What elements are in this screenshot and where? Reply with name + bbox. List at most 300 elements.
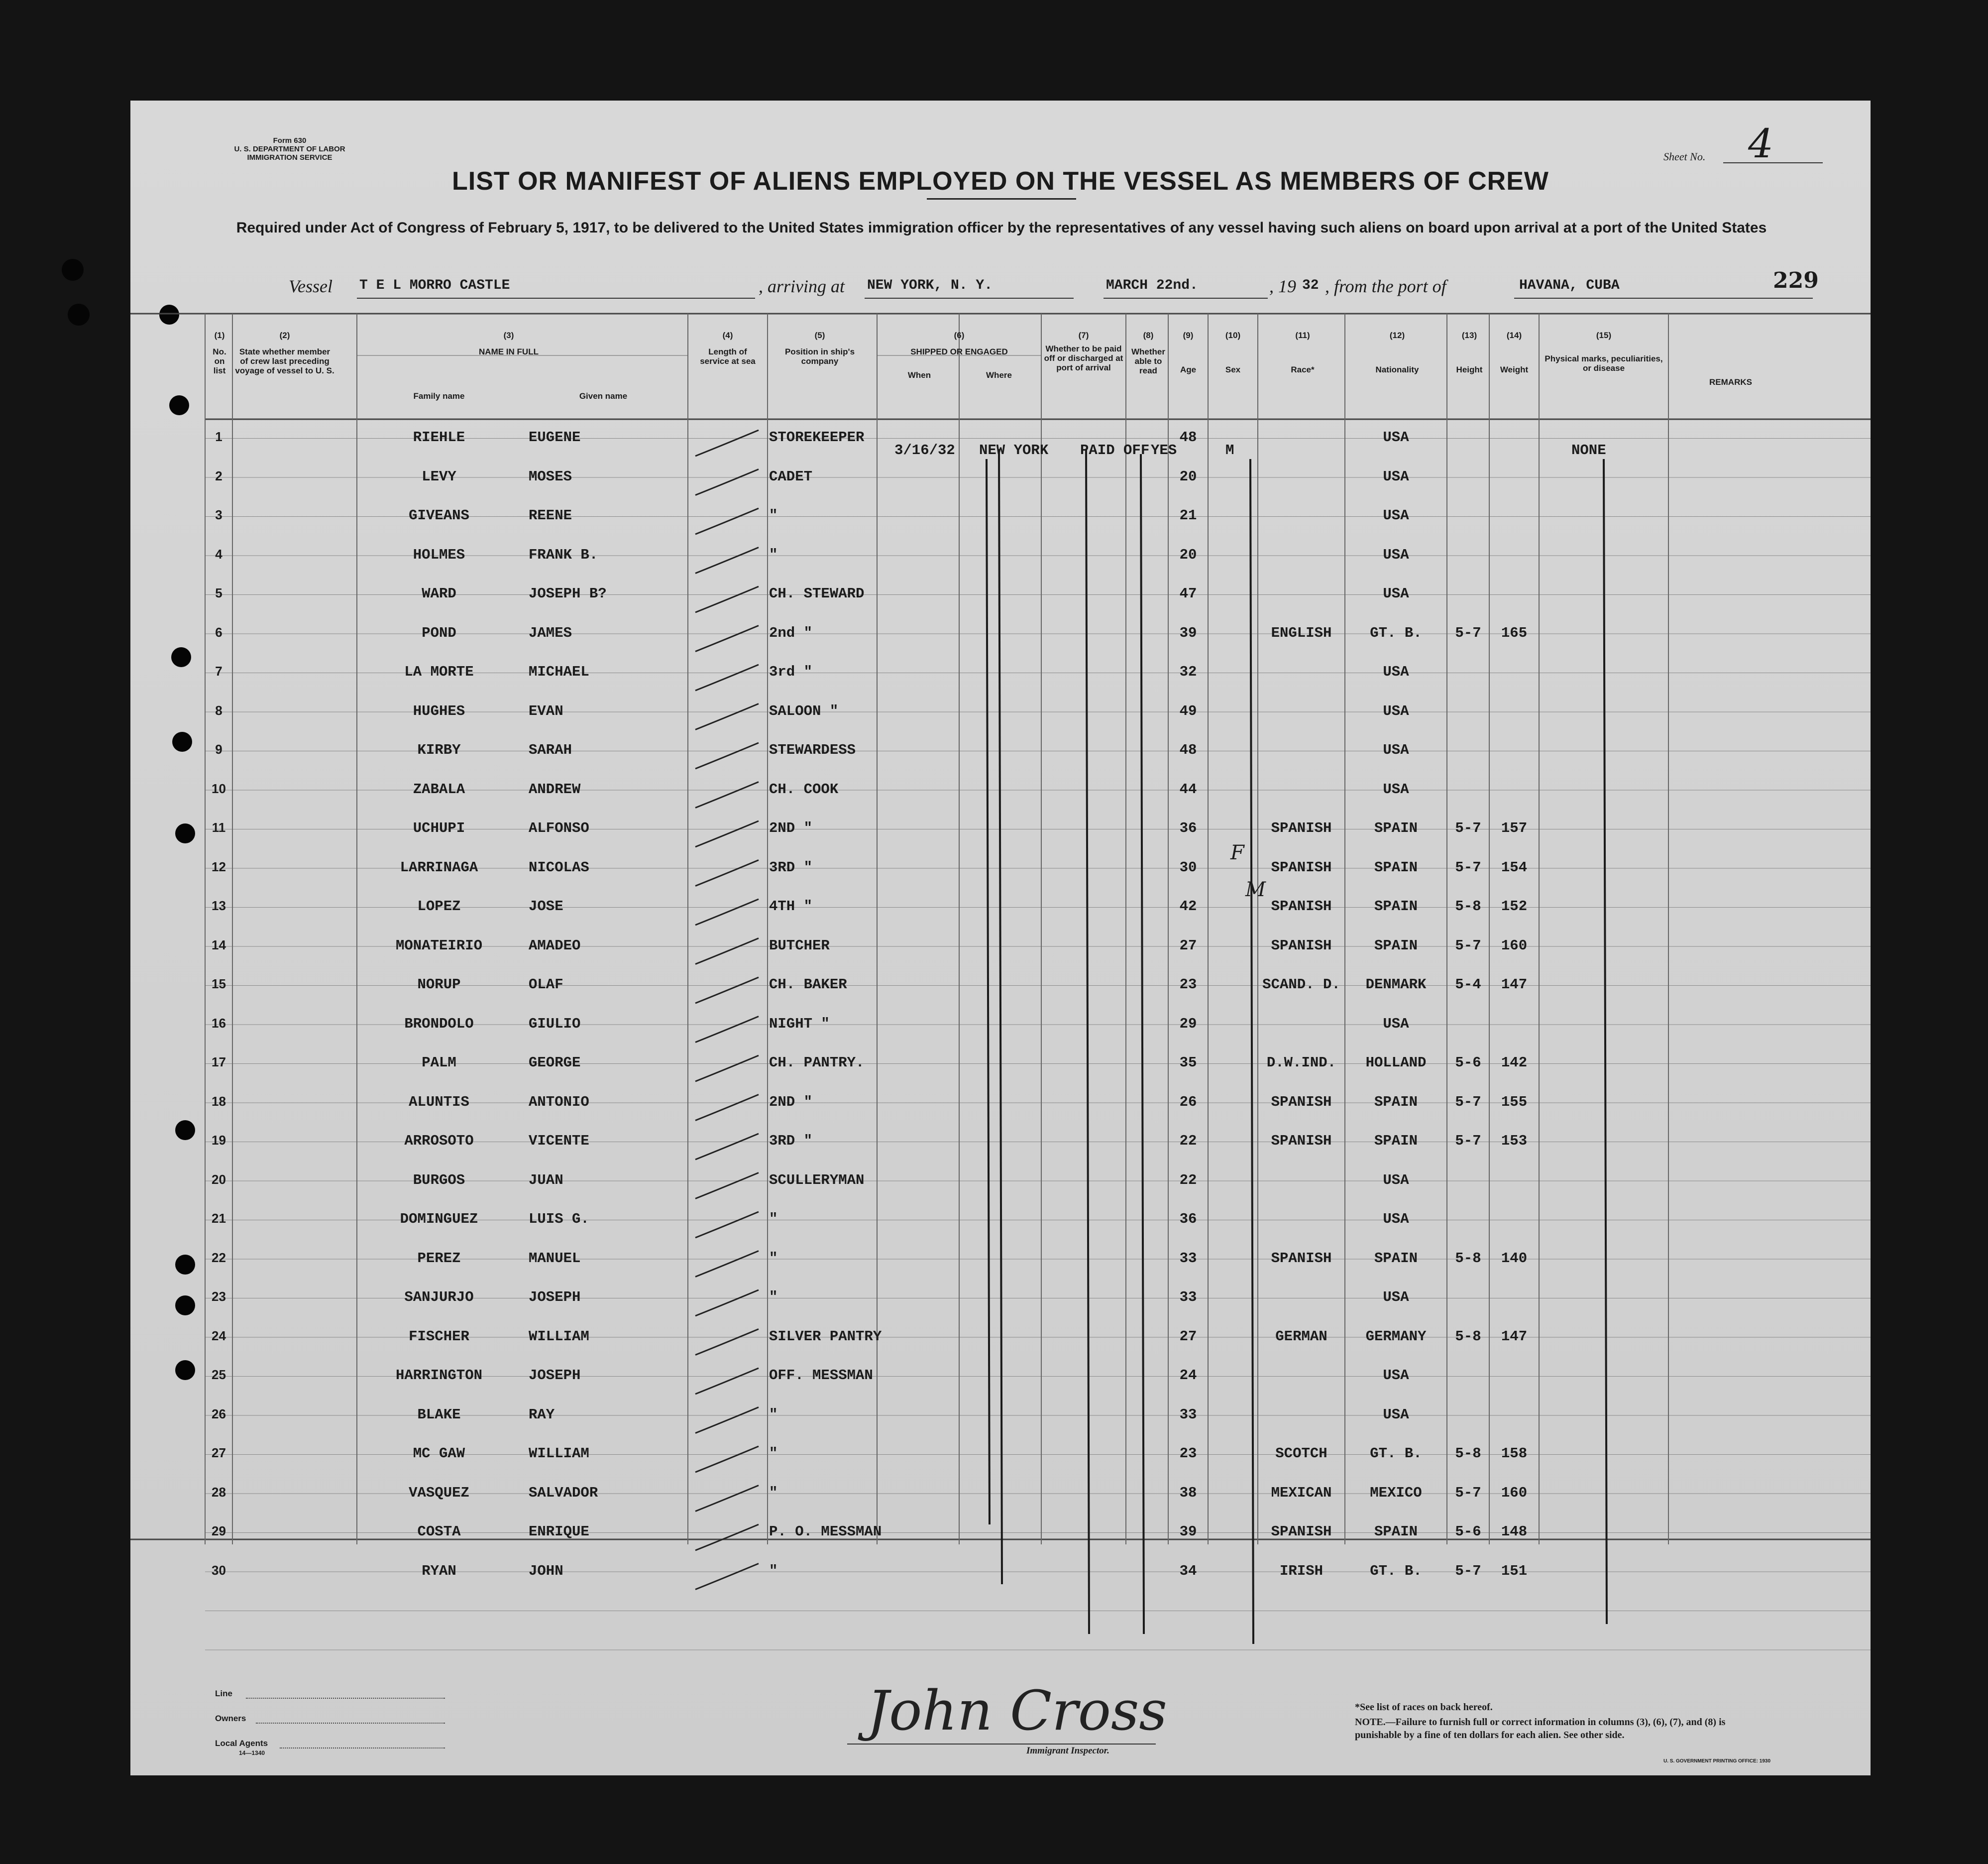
cell-age: 27	[1179, 1328, 1197, 1345]
cell-nat: GT. B.	[1370, 1445, 1422, 1462]
cell-age: 22	[1179, 1171, 1197, 1188]
col14-header	[1489, 331, 1539, 374]
cell-position: 3RD "	[769, 1133, 813, 1149]
cell-weight: 147	[1501, 976, 1528, 993]
col2-header	[235, 331, 334, 375]
cell-no: 27	[212, 1445, 226, 1460]
cell-position: BUTCHER	[769, 937, 830, 954]
cell-family: LEVY	[422, 468, 456, 485]
cell-height: 5-7	[1455, 1562, 1481, 1579]
col12-num: (12)	[1389, 331, 1405, 340]
col14-num: (14)	[1506, 331, 1522, 340]
service-checkmark	[695, 1095, 759, 1121]
cell-age: 26	[1179, 1093, 1197, 1110]
cell-position: P. O. MESSMAN	[769, 1523, 882, 1540]
col7-num: (7)	[1078, 331, 1089, 340]
inspector-caption: Immigrant Inspector.	[1026, 1746, 1109, 1756]
cell-weight: 153	[1501, 1133, 1528, 1149]
cell-family: PEREZ	[417, 1250, 461, 1267]
col12-header	[1347, 331, 1447, 374]
cell-race: SCAND. D.	[1262, 976, 1340, 993]
service-checkmark	[695, 1564, 759, 1590]
footer-line-rule	[246, 1698, 445, 1699]
cell-nat: USA	[1383, 742, 1409, 758]
cell-no: 4	[215, 546, 222, 562]
cell-no: 5	[215, 585, 222, 600]
cell-nat: SPAIN	[1374, 898, 1418, 915]
cell-family: LARRINAGA	[400, 859, 478, 876]
form-id-block	[215, 136, 364, 162]
col6-where-header: Where	[986, 370, 1012, 380]
cell-position: "	[769, 1484, 778, 1501]
cell-given: JUAN	[529, 1171, 563, 1188]
cell-no: 10	[212, 781, 226, 796]
footer-agents-code: 14—1340	[239, 1749, 265, 1756]
cell-nat: USA	[1383, 507, 1409, 524]
page-number: 229	[1773, 268, 1819, 293]
cell-no: 14	[212, 937, 226, 952]
cell-age: 21	[1179, 507, 1197, 524]
cell-weight: 154	[1501, 859, 1528, 876]
vessel-label: Vessel	[289, 276, 332, 296]
cell-family: POND	[422, 624, 456, 641]
cell-given: MANUEL	[529, 1250, 581, 1267]
col11-num: (11)	[1295, 331, 1310, 340]
cell-nat: GT. B.	[1370, 624, 1422, 641]
cell-no: 2	[215, 468, 222, 483]
port-underline	[1514, 298, 1813, 299]
cell-nat: USA	[1383, 1367, 1409, 1384]
cell-given: ENRIQUE	[529, 1523, 589, 1540]
cell-given: ANDREW	[529, 781, 581, 798]
cell-no: 30	[212, 1562, 226, 1578]
cell-height: 5-7	[1455, 1093, 1481, 1110]
cell-race: MEXICAN	[1271, 1484, 1332, 1501]
col6-label: SHIPPED OR ENGAGED	[910, 347, 1008, 356]
cell-given: REENE	[529, 507, 572, 524]
cell-given: MICHAEL	[529, 664, 589, 680]
page-subtitle: Required under Act of Congress of February 5, 1917, to be delivered to the United States immigration officer by the representatives of any vessel having such aliens on board upon arrival at a port of the United States	[236, 220, 1767, 236]
cell-age: 33	[1179, 1289, 1197, 1305]
col13-header	[1449, 331, 1489, 374]
cell-family: HUGHES	[413, 702, 465, 719]
cell-nat: USA	[1383, 664, 1409, 680]
cell-age: 22	[1179, 1133, 1197, 1149]
cell-race: SPANISH	[1271, 1523, 1332, 1540]
cell-given: JOSE	[529, 898, 563, 915]
cell-no: 19	[212, 1133, 226, 1148]
service-checkmark	[695, 1486, 759, 1512]
cell-given: JOSEPH	[529, 1289, 581, 1305]
cell-age: 20	[1179, 546, 1197, 563]
cell-position: SCULLERYMAN	[769, 1171, 865, 1188]
service-checkmark	[695, 430, 759, 456]
cell-age: 48	[1179, 742, 1197, 758]
cell-family: LA MORTE	[404, 664, 474, 680]
service-checkmark	[695, 1290, 759, 1316]
service-checkmark	[695, 821, 759, 847]
cell-age: 23	[1179, 1445, 1197, 1462]
cell-family: MONATEIRIO	[395, 937, 483, 954]
col15-header	[1542, 331, 1666, 373]
cell-given: JOSEPH	[529, 1367, 581, 1384]
footer-line-label: Line	[215, 1689, 232, 1698]
cell-no: 8	[215, 702, 222, 718]
cell-race: ENGLISH	[1271, 624, 1332, 641]
cell-age: 38	[1179, 1484, 1197, 1501]
service-checkmark	[695, 665, 759, 691]
form-number: Form 630	[273, 136, 307, 145]
cell-given: AMADEO	[529, 937, 581, 954]
service-checkmark	[695, 1251, 759, 1277]
cell-nat: USA	[1383, 585, 1409, 602]
cell-position: 2ND "	[769, 1093, 813, 1110]
col10-label: Sex	[1225, 365, 1241, 374]
cell-family: DOMINGUEZ	[400, 1211, 478, 1227]
cell-height: 5-7	[1455, 820, 1481, 836]
cell-no: 11	[212, 820, 226, 835]
cell-no: 17	[212, 1054, 226, 1069]
cell-age: 47	[1179, 585, 1197, 602]
cell-given: JOHN	[529, 1562, 563, 1579]
cell-height: 5-8	[1455, 1445, 1481, 1462]
cell-nat: GERMANY	[1365, 1328, 1427, 1345]
cell-position: NIGHT "	[769, 1015, 830, 1032]
manifest-table	[130, 310, 1871, 1654]
col9-header	[1171, 331, 1206, 374]
cell-weight: 157	[1501, 820, 1528, 836]
row1-where: NEW YORK	[979, 442, 1049, 459]
cell-height: 5-4	[1455, 976, 1481, 993]
service-checkmark	[695, 508, 759, 534]
cell-no: 20	[212, 1171, 226, 1187]
inspector-signature: John Cross	[867, 1679, 1167, 1743]
service-checkmark	[695, 1329, 759, 1355]
cell-family: ALUNTIS	[409, 1093, 469, 1110]
cell-position: CH. BAKER	[769, 976, 847, 993]
cell-race: SPANISH	[1271, 1250, 1332, 1267]
service-checkmark	[695, 1212, 759, 1238]
service-checkmark	[695, 1368, 759, 1394]
footer-owners-rule	[256, 1723, 445, 1724]
cell-given: NICOLAS	[529, 859, 589, 876]
service-checkmark	[695, 1055, 759, 1081]
service-checkmark	[695, 1017, 759, 1043]
cell-given: ANTONIO	[529, 1093, 589, 1110]
cell-no: 16	[212, 1015, 226, 1031]
service-checkmark	[695, 1446, 759, 1472]
cell-no: 22	[212, 1250, 226, 1265]
manifest-sheet	[130, 101, 1871, 1775]
row1-marks: NONE	[1571, 442, 1606, 459]
ditto-line	[999, 449, 1002, 1584]
footer-owners-label: Owners	[215, 1714, 246, 1723]
cell-nat: SPAIN	[1374, 1523, 1418, 1540]
cell-weight: 152	[1501, 898, 1528, 915]
col4-num: (4)	[722, 331, 733, 340]
cell-nat: USA	[1383, 546, 1409, 563]
year-label: , 19	[1269, 276, 1296, 296]
cell-age: 42	[1179, 898, 1197, 915]
cell-position: "	[769, 1562, 778, 1579]
cell-position: "	[769, 1445, 778, 1462]
cell-age: 49	[1179, 702, 1197, 719]
arrival-year: 32	[1302, 278, 1319, 293]
cell-family: RYAN	[422, 1562, 456, 1579]
cell-nat: USA	[1383, 1289, 1409, 1305]
service-checkmark	[695, 860, 759, 886]
col1-num: (1)	[214, 331, 225, 340]
cell-weight: 160	[1501, 1484, 1528, 1501]
cell-nat: USA	[1383, 429, 1409, 446]
row1-paid: PAID OFF	[1080, 442, 1150, 459]
service-checkmark	[695, 1173, 759, 1199]
cell-weight: 140	[1501, 1250, 1528, 1267]
col13-num: (13)	[1461, 331, 1477, 340]
cell-weight: 165	[1501, 624, 1528, 641]
cell-age: 29	[1179, 1015, 1197, 1032]
cell-family: PALM	[422, 1054, 456, 1071]
cell-position: CH. STEWARD	[769, 585, 865, 602]
col8-num: (8)	[1143, 331, 1154, 340]
cell-given: JOSEPH B?	[529, 585, 607, 602]
row1-when: 3/16/32	[894, 442, 955, 459]
cell-age: 33	[1179, 1406, 1197, 1423]
col10-num: (10)	[1225, 331, 1241, 340]
cell-given: OLAF	[529, 976, 563, 993]
cell-given: EUGENE	[529, 429, 581, 446]
cell-family: BLAKE	[417, 1406, 461, 1423]
cell-no: 21	[212, 1211, 226, 1226]
cell-given: WILLIAM	[529, 1328, 589, 1345]
cell-no: 24	[212, 1328, 226, 1343]
cell-given: VICENTE	[529, 1133, 589, 1149]
cell-given: WILLIAM	[529, 1445, 589, 1462]
col12-label: Nationality	[1375, 365, 1419, 374]
cell-family: MC GAW	[413, 1445, 465, 1462]
page-title: LIST OR MANIFEST OF ALIENS EMPLOYED ON THE VESSEL AS MEMBERS OF CREW	[452, 167, 1549, 196]
cell-race: SPANISH	[1271, 937, 1332, 954]
cell-nat: USA	[1383, 1211, 1409, 1227]
cell-race: SPANISH	[1271, 1133, 1332, 1149]
cell-given: RAY	[529, 1406, 555, 1423]
col3-label: NAME IN FULL	[479, 347, 539, 356]
ditto-line	[1141, 454, 1144, 1634]
cell-family: UCHUPI	[413, 820, 465, 836]
col1-label: No. on list	[213, 347, 226, 375]
cell-height: 5-8	[1455, 898, 1481, 915]
cell-position: 3RD "	[769, 859, 813, 876]
vessel-underline	[357, 298, 755, 299]
col1-header	[208, 331, 231, 375]
cell-race: SPANISH	[1271, 1093, 1332, 1110]
col5-num: (5)	[814, 331, 825, 340]
col3-num: (3)	[503, 331, 514, 340]
service-checkmark	[695, 977, 759, 1003]
sheet-number: 4	[1748, 120, 1773, 167]
col2-num: (2)	[279, 331, 290, 340]
cell-weight: 155	[1501, 1093, 1528, 1110]
footer-agents-label: Local Agents	[215, 1739, 268, 1748]
cell-no: 15	[212, 976, 226, 991]
col13-label: Height	[1456, 365, 1483, 374]
service-checkmark	[695, 743, 759, 769]
row1-sex: M	[1225, 442, 1234, 459]
cell-age: 36	[1179, 1211, 1197, 1227]
cell-nat: MEXICO	[1370, 1484, 1422, 1501]
cell-given: FRANK B.	[529, 546, 598, 563]
cell-given: SARAH	[529, 742, 572, 758]
col8-label: Whether able to read	[1131, 347, 1165, 375]
service-checkmark	[695, 586, 759, 612]
cell-family: FISCHER	[409, 1328, 469, 1345]
cell-family: LOPEZ	[417, 898, 461, 915]
departure-port: HAVANA, CUBA	[1519, 278, 1620, 293]
col3-given-header: Given name	[579, 391, 628, 401]
cell-nat: SPAIN	[1374, 1093, 1418, 1110]
remarks-header: REMARKS	[1709, 377, 1752, 387]
cell-position: 3rd "	[769, 664, 813, 680]
row10-sex-mark: M	[1245, 878, 1266, 901]
cell-nat: SPAIN	[1374, 1133, 1418, 1149]
col5-header	[770, 331, 870, 366]
col6-header	[880, 331, 1039, 356]
cell-age: 23	[1179, 976, 1197, 993]
cell-nat: SPAIN	[1374, 859, 1418, 876]
cell-nat: USA	[1383, 468, 1409, 485]
cell-weight: 142	[1501, 1054, 1528, 1071]
cell-no: 28	[212, 1484, 226, 1500]
cell-age: 20	[1179, 468, 1197, 485]
arriving-underline	[865, 298, 1074, 299]
cell-weight: 158	[1501, 1445, 1528, 1462]
cell-given: SALVADOR	[529, 1484, 598, 1501]
cell-family: COSTA	[417, 1523, 461, 1540]
cell-height: 5-8	[1455, 1250, 1481, 1267]
col7-header	[1041, 331, 1126, 372]
from-label: , from the port of	[1325, 276, 1446, 296]
cell-family: SANJURJO	[404, 1289, 474, 1305]
row1-read: YES	[1151, 442, 1177, 459]
punch-hole	[62, 259, 84, 281]
cell-age: 30	[1179, 859, 1197, 876]
footer-note-fine: NOTE.—Failure to furnish full or correct information in columns (3), (6), (7), and (8) is punishable by a fine of ten dollars for each alien. See other side.	[1355, 1717, 1726, 1741]
cell-race: SPANISH	[1271, 820, 1332, 836]
cell-nat: HOLLAND	[1365, 1054, 1427, 1071]
service-checkmark	[695, 782, 759, 808]
col14-label: Weight	[1500, 365, 1529, 374]
cell-no: 26	[212, 1406, 226, 1421]
cell-weight: 160	[1501, 937, 1528, 954]
cell-no: 29	[212, 1523, 226, 1538]
cell-position: 2ND "	[769, 820, 813, 836]
cell-age: 48	[1179, 429, 1197, 446]
arriving-port: NEW YORK, N. Y.	[867, 278, 993, 293]
cell-position: STOREKEEPER	[769, 429, 865, 446]
service-checkmark	[695, 704, 759, 730]
service-checkmark	[695, 1524, 759, 1550]
service-checkmark	[695, 469, 759, 495]
service-checkmark	[695, 626, 759, 652]
cell-age: 32	[1179, 664, 1197, 680]
col11-header	[1260, 331, 1345, 374]
service-checkmark	[695, 548, 759, 574]
cell-family: VASQUEZ	[409, 1484, 469, 1501]
cell-no: 1	[215, 429, 222, 444]
title-underline	[927, 198, 1076, 200]
cell-race: D.W.IND.	[1266, 1054, 1336, 1071]
cell-no: 9	[215, 742, 222, 757]
cell-no: 25	[212, 1367, 226, 1382]
sheet-label: Sheet No.	[1663, 150, 1706, 163]
cell-age: 39	[1179, 1523, 1197, 1540]
form-service: IMMIGRATION SERVICE	[247, 153, 332, 162]
cell-nat: DENMARK	[1365, 976, 1427, 993]
footer-printing: U. S. GOVERNMENT PRINTING OFFICE: 1930	[1663, 1758, 1771, 1764]
col15-label: Physical marks, peculiarities, or disease	[1545, 354, 1663, 373]
cell-age: 44	[1179, 781, 1197, 798]
cell-nat: USA	[1383, 1406, 1409, 1423]
cell-given: EVAN	[529, 702, 563, 719]
cell-given: MOSES	[529, 468, 572, 485]
cell-position: "	[769, 546, 778, 563]
cell-nat: USA	[1383, 1171, 1409, 1188]
cell-race: GERMAN	[1275, 1328, 1327, 1345]
cell-given: GEORGE	[529, 1054, 581, 1071]
footer-note-races: *See list of races on back hereof.	[1355, 1702, 1493, 1713]
cell-position: "	[769, 1289, 778, 1305]
col9-label: Age	[1180, 365, 1197, 374]
cell-age: 33	[1179, 1250, 1197, 1267]
cell-height: 5-6	[1455, 1054, 1481, 1071]
cell-height: 5-7	[1455, 1484, 1481, 1501]
cell-nat: USA	[1383, 1015, 1409, 1032]
cell-given: GIULIO	[529, 1015, 581, 1032]
punch-hole	[68, 304, 90, 326]
cell-family: BRONDOLO	[404, 1015, 474, 1032]
cell-age: 24	[1179, 1367, 1197, 1384]
col9-num: (9)	[1183, 331, 1194, 340]
cell-race: SPANISH	[1271, 898, 1332, 915]
cell-height: 5-8	[1455, 1328, 1481, 1345]
cell-race: SPANISH	[1271, 859, 1332, 876]
ditto-line	[987, 459, 990, 1524]
service-checkmark	[695, 899, 759, 925]
cell-weight: 148	[1501, 1523, 1528, 1540]
col5-label: Position in ship's company	[784, 347, 855, 366]
col4-label: Length of service at sea	[700, 347, 756, 366]
col6-when-header: When	[907, 370, 931, 380]
cell-weight: 147	[1501, 1328, 1528, 1345]
col6-num: (6)	[954, 331, 965, 340]
cell-position: CH. PANTRY.	[769, 1054, 865, 1071]
cell-family: HOLMES	[413, 546, 465, 563]
cell-family: GIVEANS	[409, 507, 469, 524]
cell-family: WARD	[422, 585, 456, 602]
cell-family: NORUP	[417, 976, 461, 993]
col7-label: Whether to be paid off or discharged at port of arrival	[1044, 344, 1123, 372]
cell-age: 34	[1179, 1562, 1197, 1579]
cell-position: SALOON "	[769, 702, 839, 719]
cell-position: "	[769, 1211, 778, 1227]
cell-height: 5-6	[1455, 1523, 1481, 1540]
cell-age: 27	[1179, 937, 1197, 954]
cell-no: 3	[215, 507, 222, 522]
form-department: U. S. DEPARTMENT OF LABOR	[234, 145, 345, 153]
cell-position: CH. COOK	[769, 781, 839, 798]
cell-family: BURGOS	[413, 1171, 465, 1188]
cell-race: IRISH	[1279, 1562, 1323, 1579]
